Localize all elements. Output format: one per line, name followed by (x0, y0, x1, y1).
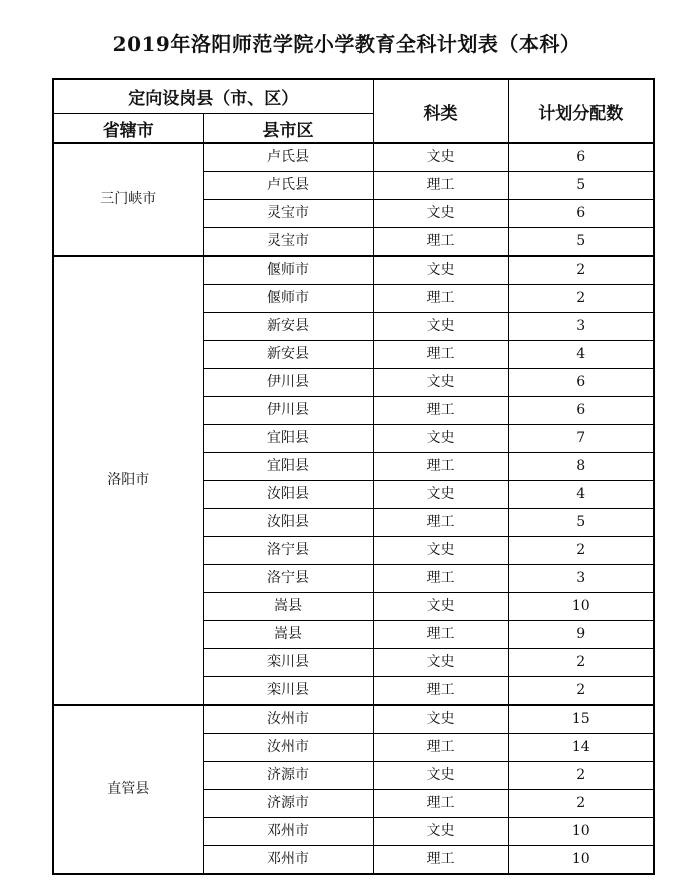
header-county-city: 县市区 (203, 114, 373, 144)
county-cell: 洛宁县 (203, 537, 373, 565)
category-cell: 理工 (373, 509, 508, 537)
category-cell: 理工 (373, 341, 508, 369)
county-cell: 邓州市 (203, 846, 373, 875)
category-cell: 理工 (373, 846, 508, 875)
category-cell: 文史 (373, 200, 508, 228)
category-cell: 文史 (373, 369, 508, 397)
count-cell: 6 (508, 143, 654, 172)
count-cell: 8 (508, 453, 654, 481)
category-cell: 文史 (373, 649, 508, 677)
table-row (53, 143, 654, 172)
count-cell: 15 (508, 705, 654, 734)
plan-table (52, 78, 655, 875)
county-cell: 灵宝市 (203, 228, 373, 257)
county-cell: 栾川县 (203, 649, 373, 677)
county-cell: 卢氏县 (203, 143, 373, 172)
county-cell: 新安县 (203, 341, 373, 369)
page-title: 2019年洛阳师范学院小学教育全科计划表（本科） (112, 32, 581, 56)
count-cell: 10 (508, 593, 654, 621)
category-cell: 文史 (373, 143, 508, 172)
category-cell: 理工 (373, 397, 508, 425)
count-cell: 2 (508, 762, 654, 790)
category-cell: 文史 (373, 593, 508, 621)
count-cell: 2 (508, 790, 654, 818)
county-cell: 洛宁县 (203, 565, 373, 593)
count-cell: 10 (508, 846, 654, 875)
county-cell: 汝阳县 (203, 509, 373, 537)
category-cell: 理工 (373, 228, 508, 257)
count-cell: 2 (508, 677, 654, 706)
count-cell: 2 (508, 256, 654, 285)
count-cell: 9 (508, 621, 654, 649)
count-cell: 10 (508, 818, 654, 846)
county-cell: 济源市 (203, 762, 373, 790)
category-cell: 文史 (373, 762, 508, 790)
county-cell: 偃师市 (203, 285, 373, 313)
count-cell: 6 (508, 200, 654, 228)
header-county-group: 定向设岗县（市、区） (53, 79, 373, 114)
county-cell: 嵩县 (203, 621, 373, 649)
county-cell: 汝州市 (203, 705, 373, 734)
county-cell: 宜阳县 (203, 453, 373, 481)
category-cell: 理工 (373, 790, 508, 818)
county-cell: 宜阳县 (203, 425, 373, 453)
category-cell: 理工 (373, 565, 508, 593)
county-cell: 灵宝市 (203, 200, 373, 228)
count-cell: 14 (508, 734, 654, 762)
category-cell: 理工 (373, 677, 508, 706)
county-cell: 新安县 (203, 313, 373, 341)
count-cell: 5 (508, 228, 654, 257)
category-cell: 文史 (373, 481, 508, 509)
county-cell: 嵩县 (203, 593, 373, 621)
category-cell: 文史 (373, 425, 508, 453)
count-cell: 5 (508, 172, 654, 200)
county-cell: 汝州市 (203, 734, 373, 762)
group-name-cell: 直管县 (53, 705, 203, 874)
count-cell: 6 (508, 397, 654, 425)
header-category: 科类 (373, 79, 508, 143)
category-cell: 理工 (373, 285, 508, 313)
count-cell: 4 (508, 481, 654, 509)
category-cell: 文史 (373, 818, 508, 846)
category-cell: 理工 (373, 734, 508, 762)
county-cell: 卢氏县 (203, 172, 373, 200)
group-name-cell: 洛阳市 (53, 256, 203, 705)
category-cell: 理工 (373, 453, 508, 481)
category-cell: 理工 (373, 172, 508, 200)
group-name-cell: 三门峡市 (53, 143, 203, 256)
count-cell: 7 (508, 425, 654, 453)
count-cell: 2 (508, 537, 654, 565)
count-cell: 3 (508, 565, 654, 593)
count-cell: 3 (508, 313, 654, 341)
count-cell: 6 (508, 369, 654, 397)
count-cell: 2 (508, 649, 654, 677)
county-cell: 偃师市 (203, 256, 373, 285)
county-cell: 伊川县 (203, 397, 373, 425)
category-cell: 文史 (373, 313, 508, 341)
category-cell: 文史 (373, 256, 508, 285)
county-cell: 伊川县 (203, 369, 373, 397)
county-cell: 邓州市 (203, 818, 373, 846)
table-row (53, 705, 654, 734)
count-cell: 5 (508, 509, 654, 537)
county-cell: 济源市 (203, 790, 373, 818)
header-quota: 计划分配数 (508, 79, 654, 143)
county-cell: 汝阳县 (203, 481, 373, 509)
category-cell: 理工 (373, 621, 508, 649)
county-cell: 栾川县 (203, 677, 373, 706)
category-cell: 文史 (373, 705, 508, 734)
count-cell: 2 (508, 285, 654, 313)
category-cell: 文史 (373, 537, 508, 565)
table-row (53, 256, 654, 285)
header-province-city: 省辖市 (53, 114, 203, 144)
count-cell: 4 (508, 341, 654, 369)
